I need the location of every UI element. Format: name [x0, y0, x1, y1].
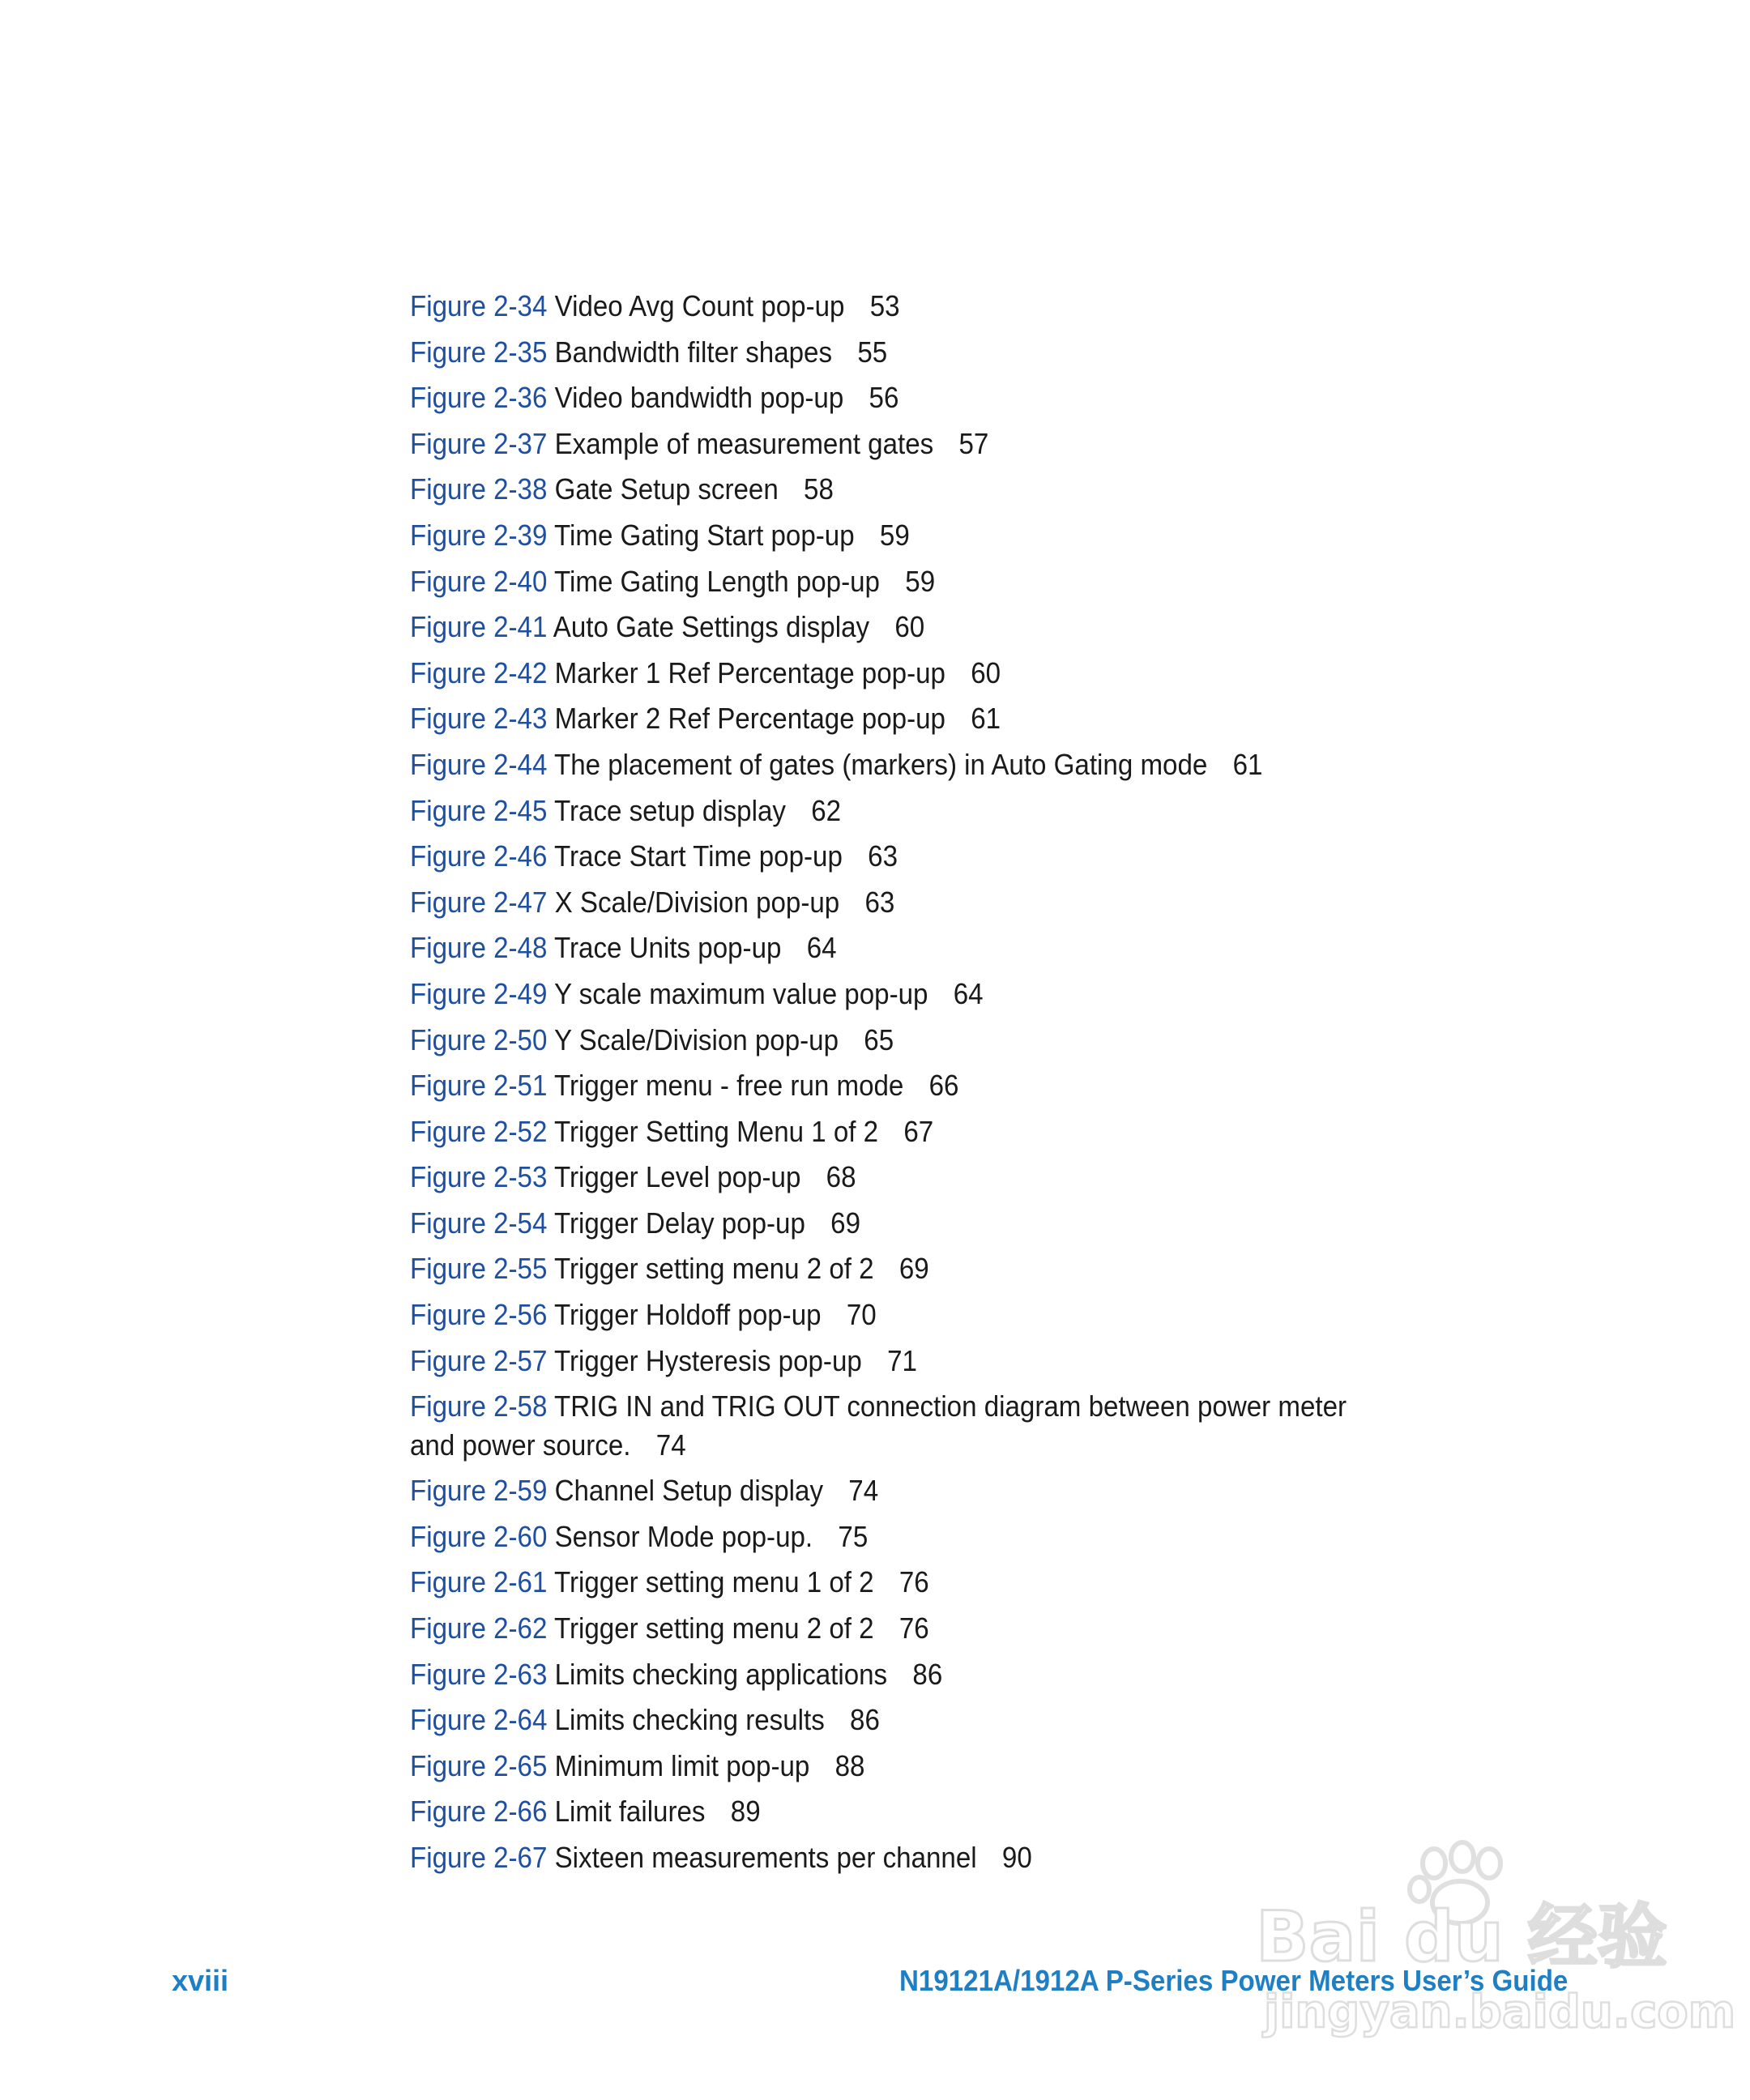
figure-page-number: 69: [830, 1206, 861, 1240]
figure-entry[interactable]: [410, 1835, 1379, 1881]
figure-title: Limits checking applications: [554, 1657, 888, 1691]
figure-link-label[interactable]: Figure 2-56: [410, 1298, 548, 1332]
figure-link-label[interactable]: Figure 2-46: [410, 839, 548, 873]
figure-title: X Scale/Division pop-up: [554, 885, 840, 919]
figure-entry[interactable]: [410, 421, 1379, 467]
figure-page-number: 63: [864, 885, 895, 919]
figure-title: Trigger menu - free run mode: [553, 1069, 904, 1103]
figure-entry[interactable]: [410, 971, 1379, 1018]
figure-link-label[interactable]: Figure 2-44: [410, 747, 548, 781]
figure-link-label[interactable]: Figure 2-38: [410, 472, 548, 506]
figure-page-number: 86: [912, 1657, 943, 1691]
figure-entry[interactable]: [410, 1109, 1379, 1155]
figure-link-label[interactable]: Figure 2-42: [410, 655, 548, 689]
figure-link-label[interactable]: Figure 2-34: [410, 289, 548, 322]
figure-entry[interactable]: [410, 651, 1379, 697]
figure-entry[interactable]: [410, 1789, 1379, 1835]
figure-title: Limit failures: [554, 1795, 706, 1829]
figure-entry[interactable]: [410, 1338, 1379, 1385]
figure-title: Trigger Delay pop-up: [553, 1206, 805, 1240]
figure-title: Y scale maximum value pop-up: [553, 976, 928, 1010]
figure-page-number: 59: [879, 518, 910, 552]
figure-entry[interactable]: [410, 513, 1379, 559]
figure-title: Trigger Holdoff pop-up: [553, 1298, 822, 1332]
figure-title: Trace setup display: [553, 793, 786, 827]
figure-link-label[interactable]: Figure 2-47: [410, 885, 548, 919]
figure-link-label[interactable]: Figure 2-51: [410, 1069, 548, 1103]
footer-page-number: xviii: [172, 1964, 229, 1997]
figure-link-label[interactable]: Figure 2-58: [410, 1389, 548, 1423]
figure-entry[interactable]: [410, 696, 1379, 742]
figure-entry[interactable]: [410, 834, 1379, 880]
figure-page-number: 61: [971, 702, 1001, 736]
figure-link-label[interactable]: Figure 2-54: [410, 1206, 548, 1240]
figure-title: Trigger Hysteresis pop-up: [553, 1343, 862, 1377]
figure-link-label[interactable]: Figure 2-63: [410, 1657, 548, 1691]
figure-title: Trigger Setting Menu 1 of 2: [553, 1114, 879, 1148]
figure-page-number: 90: [1001, 1841, 1032, 1874]
figure-title: Time Gating Start pop-up: [553, 518, 855, 552]
figure-page-number: 68: [826, 1160, 856, 1194]
figure-link-label[interactable]: Figure 2-50: [410, 1022, 548, 1056]
figure-page-number: 61: [1232, 747, 1263, 781]
figure-entry[interactable]: [410, 1652, 1379, 1698]
figure-link-label[interactable]: Figure 2-53: [410, 1160, 548, 1194]
figure-entry[interactable]: [410, 604, 1379, 651]
figure-title: Marker 2 Ref Percentage pop-up: [554, 702, 945, 736]
figure-entry[interactable]: [410, 284, 1379, 330]
watermark-url: jingyan.baidu.com: [1264, 1986, 1736, 2038]
figure-title: Trigger setting menu 1 of 2: [553, 1565, 874, 1599]
figure-title: Sensor Mode pop-up.: [554, 1519, 813, 1553]
figure-title: Trace Units pop-up: [553, 931, 782, 965]
figure-page-number: 65: [864, 1022, 894, 1056]
figure-page-number: 64: [806, 931, 837, 965]
figure-entry[interactable]: [410, 1292, 1379, 1338]
figure-link-label[interactable]: Figure 2-64: [410, 1703, 548, 1737]
footer-guide-title: N19121A/1912A P-Series Power Meters User’s Guide: [899, 1964, 1569, 1997]
figure-title: TRIG IN and TRIG OUT connection diagram between power meter and power source.: [410, 1389, 1347, 1462]
figure-page-number: 60: [894, 610, 925, 644]
figure-entry[interactable]: [410, 1468, 1379, 1514]
figure-title: Sixteen measurements per channel: [554, 1841, 977, 1874]
figure-link-label[interactable]: Figure 2-40: [410, 564, 548, 598]
figure-link-label[interactable]: Figure 2-43: [410, 702, 548, 736]
figure-page-number: 86: [850, 1703, 880, 1737]
list-of-figures: [410, 284, 1463, 1881]
figure-page-number: 64: [953, 976, 984, 1010]
figure-link-label[interactable]: Figure 2-52: [410, 1114, 548, 1148]
figure-entry[interactable]: [410, 1063, 1379, 1109]
figure-title: The placement of gates (markers) in Auto Gating mode: [553, 747, 1208, 781]
watermark-brand: Bai du 经验: [1256, 1897, 1667, 1978]
figure-link-label[interactable]: Figure 2-57: [410, 1343, 548, 1377]
figure-page-number: 88: [834, 1748, 865, 1782]
figure-link-label[interactable]: Figure 2-48: [410, 931, 548, 965]
figure-entry[interactable]: [410, 559, 1379, 605]
figure-link-label[interactable]: Figure 2-35: [410, 335, 548, 369]
figure-title: Limits checking results: [554, 1703, 825, 1737]
figure-link-label[interactable]: Figure 2-39: [410, 518, 548, 552]
figure-entry[interactable]: [410, 1744, 1379, 1790]
figure-title: Example of measurement gates: [554, 426, 934, 460]
figure-title: Trace Start Time pop-up: [553, 839, 843, 873]
figure-title: Trigger Level pop-up: [553, 1160, 801, 1194]
figure-entry[interactable]: [410, 375, 1379, 421]
figure-page-number: 58: [804, 472, 834, 506]
figure-title: Y Scale/Division pop-up: [553, 1022, 839, 1056]
figure-title: Gate Setup screen: [554, 472, 779, 506]
figure-page-number: 76: [898, 1565, 929, 1599]
figure-entry[interactable]: [410, 1155, 1379, 1201]
figure-page-number: 74: [848, 1474, 879, 1508]
figure-title: Channel Setup display: [554, 1474, 824, 1508]
figure-title: Video bandwidth pop-up: [554, 381, 844, 415]
figure-entry[interactable]: [410, 1246, 1379, 1292]
figure-link-label[interactable]: Figure 2-41: [410, 610, 548, 644]
figure-link-label[interactable]: Figure 2-60: [410, 1519, 548, 1553]
figure-page-number: 74: [655, 1428, 686, 1462]
figure-page-number: 53: [869, 289, 900, 322]
figure-page-number: 75: [838, 1519, 869, 1553]
figure-page-number: 56: [869, 381, 899, 415]
figure-title: Trigger setting menu 2 of 2: [553, 1611, 874, 1645]
figure-entry[interactable]: [410, 1560, 1379, 1606]
figure-link-label[interactable]: Figure 2-66: [410, 1795, 548, 1829]
figure-title: Trigger setting menu 2 of 2: [553, 1252, 874, 1286]
figure-page-number: 67: [903, 1114, 934, 1148]
figure-entry[interactable]: [410, 788, 1379, 834]
figure-link-label[interactable]: Figure 2-55: [410, 1252, 548, 1286]
figure-title: Minimum limit pop-up: [554, 1748, 810, 1782]
figure-title: Marker 1 Ref Percentage pop-up: [554, 655, 945, 689]
figure-title: Video Avg Count pop-up: [554, 289, 845, 322]
figure-page-number: 57: [958, 426, 989, 460]
figure-link-label[interactable]: Figure 2-45: [410, 793, 548, 827]
figure-title: Auto Gate Settings display: [553, 610, 870, 644]
figure-page-number: 69: [898, 1252, 929, 1286]
figure-entry[interactable]: [410, 880, 1379, 926]
figure-title: Time Gating Length pop-up: [553, 564, 880, 598]
figure-title: Bandwidth filter shapes: [554, 335, 833, 369]
figure-entry[interactable]: [410, 1201, 1379, 1247]
figure-link-label[interactable]: Figure 2-65: [410, 1748, 548, 1782]
figure-link-label[interactable]: Figure 2-36: [410, 381, 548, 415]
figure-entry[interactable]: [410, 1606, 1379, 1652]
figure-link-label[interactable]: Figure 2-37: [410, 426, 548, 460]
figure-entry[interactable]: [410, 1018, 1379, 1064]
figure-entry[interactable]: [410, 742, 1379, 788]
baidu-jingyan-watermark: [1248, 1839, 1736, 2050]
figure-page-number: 60: [971, 655, 1001, 689]
figure-entry[interactable]: [410, 925, 1379, 971]
figure-page-number: 55: [857, 335, 888, 369]
figure-entry[interactable]: [410, 1514, 1379, 1560]
figure-entry[interactable]: [410, 1697, 1379, 1744]
figure-link-label[interactable]: Figure 2-62: [410, 1611, 548, 1645]
figure-entry[interactable]: [410, 330, 1379, 376]
figure-link-label[interactable]: Figure 2-59: [410, 1474, 548, 1508]
figure-entry[interactable]: [410, 1384, 1379, 1468]
figure-link-label[interactable]: Figure 2-67: [410, 1841, 548, 1874]
figure-page-number: 62: [811, 793, 842, 827]
figure-page-number: 89: [730, 1795, 761, 1829]
figure-entry[interactable]: [410, 467, 1379, 513]
figure-link-label[interactable]: Figure 2-49: [410, 976, 548, 1010]
figure-page-number: 59: [905, 564, 936, 598]
figure-page-number: 66: [928, 1069, 959, 1103]
figure-page-number: 63: [868, 839, 898, 873]
figure-link-label[interactable]: Figure 2-61: [410, 1565, 548, 1599]
figure-page-number: 70: [846, 1298, 877, 1332]
figure-page-number: 76: [898, 1611, 929, 1645]
figure-page-number: 71: [887, 1343, 917, 1377]
